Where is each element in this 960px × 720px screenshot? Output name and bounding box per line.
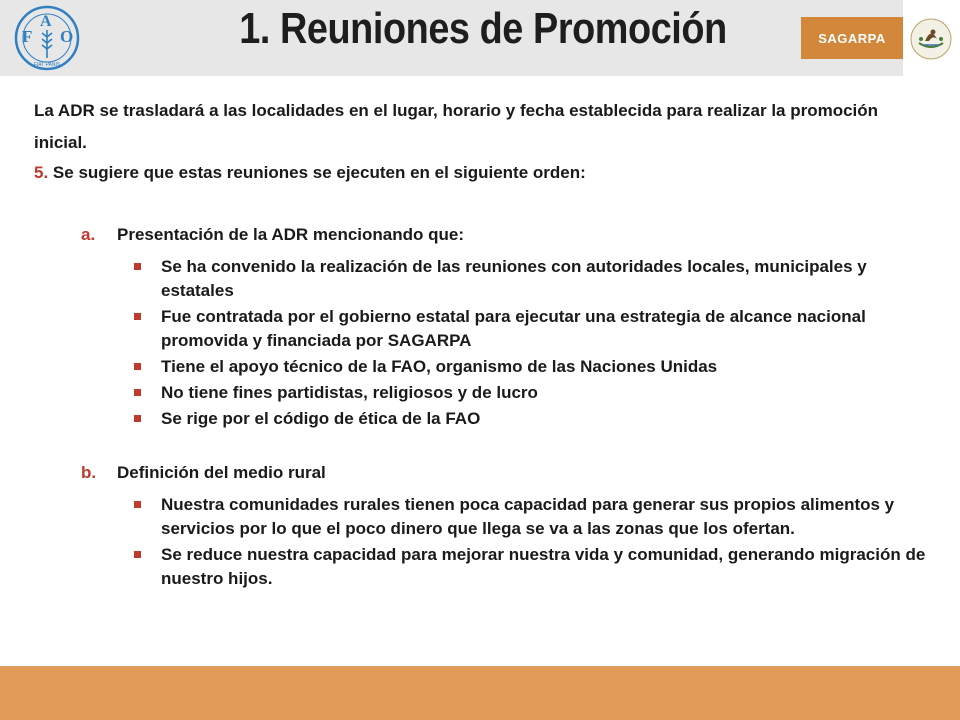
square-bullet-icon: [134, 363, 141, 370]
section-heading-text: Presentación de la ADR mencionando que:: [117, 225, 464, 244]
svg-text:A: A: [40, 13, 52, 30]
section-letter: a.: [81, 225, 96, 244]
list-item: [117, 407, 934, 431]
list-item-text: Se rige por el código de ética de la FAO: [161, 409, 481, 428]
list-item-text: Fue contratada por el gobierno estatal para ejecutar una estrategia de alcance nacional promovida y financiada por SAGARPA: [161, 307, 866, 350]
square-bullet-icon: [134, 313, 141, 320]
list-item-text: Se reduce nuestra capacidad para mejorar nuestra vida y comunidad, generando migración de nuestro hijos.: [161, 545, 926, 588]
section-heading-text: Definición del medio rural: [117, 463, 326, 482]
fao-logo-icon: [10, 4, 84, 72]
section-b-heading: [81, 461, 934, 485]
point-5-text: Se sugiere que estas reuniones se ejecuten en el siguiente orden:: [52, 163, 586, 182]
list-item: [117, 305, 934, 353]
list-item: [117, 255, 934, 303]
square-bullet-icon: [134, 415, 141, 422]
section-b: [81, 461, 934, 591]
list-item: [117, 543, 934, 591]
svg-text:O: O: [60, 27, 74, 46]
list-item: [117, 355, 934, 379]
square-bullet-icon: [134, 551, 141, 558]
point-5: [34, 161, 934, 185]
section-a-heading: [81, 223, 934, 247]
intro-paragraph: La ADR se trasladará a las localidades en el lugar, horario y fecha establecida para realizar la promoción inicial.: [34, 101, 879, 152]
section-a-bullets: [81, 255, 934, 431]
square-bullet-icon: [134, 501, 141, 508]
section-a: [81, 223, 934, 431]
section-letter: b.: [81, 463, 97, 482]
list-item-text: Nuestra comunidades rurales tienen poca capacidad para generar sus propios alimentos y servicios por lo que el poco dinero que llega se va a las zonas que los ofertan.: [161, 495, 895, 538]
list-item: [117, 493, 934, 541]
footer-bar: [0, 666, 960, 720]
list-item: [117, 381, 934, 405]
list-item-text: Tiene el apoyo técnico de la FAO, organismo de las Naciones Unidas: [161, 357, 718, 376]
square-bullet-icon: [134, 389, 141, 396]
section-b-bullets: [81, 493, 934, 591]
page-title: 1. Reuniones de Promoción: [239, 4, 727, 53]
list-item-text: Se ha convenido la realización de las reuniones con autoridades locales, municipales y estatales: [161, 257, 867, 300]
sagarpa-logo: SAGARPA: [801, 17, 903, 59]
slide-content: [34, 95, 934, 593]
square-bullet-icon: [134, 263, 141, 270]
svg-text:FIAT PANIS: FIAT PANIS: [33, 62, 61, 68]
svg-text:F: F: [22, 27, 33, 46]
mexico-coat-of-arms-icon: [909, 17, 953, 61]
list-item-text: No tiene fines partidistas, religiosos y de lucro: [161, 383, 538, 402]
point-5-number: 5.: [34, 163, 49, 182]
